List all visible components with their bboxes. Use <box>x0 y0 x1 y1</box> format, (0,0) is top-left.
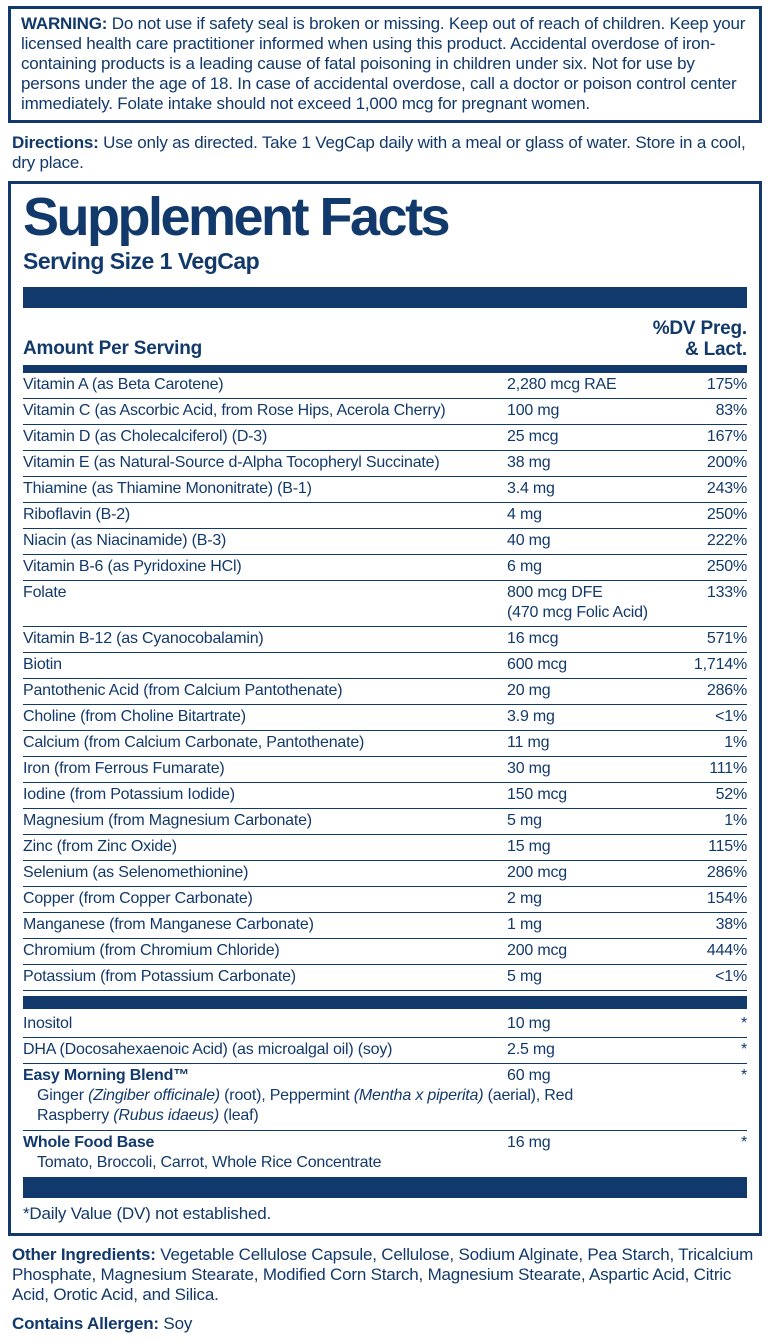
amount-per-serving-header: Amount Per Serving <box>23 338 203 359</box>
table-row <box>23 835 747 861</box>
ingredient-dv: 83% <box>715 402 747 419</box>
ingredient-dv: 154% <box>706 890 747 907</box>
ingredient-amount: 11 mg <box>507 734 550 751</box>
other-ingredients-text: Vegetable Cellulose Capsule, Cellulose, Sodium Alginate, Pea Starch, Tricalcium Phosphate, Magnesium Stearate, Modified Corn Starch, Magnesium Stearate, Aspartic Acid, Citric Acid, Orotic Acid, and Silica. <box>12 1245 754 1304</box>
ingredient-dv: 286% <box>706 682 747 699</box>
table-row <box>23 679 747 705</box>
directions-label: Directions: <box>12 133 99 152</box>
ingredient-amount: 4 mg <box>507 506 542 523</box>
table-row <box>23 965 747 991</box>
ingredient-amount-line2: (470 mcg Folic Acid) <box>507 604 648 621</box>
table-row <box>23 451 747 477</box>
table-row <box>23 757 747 783</box>
divider-bar-section <box>23 996 747 1009</box>
ingredient-name: Vitamin C (as Ascorbic Acid, from Rose Hips, Acerola Cherry) <box>23 402 446 419</box>
divider-bar-bottom <box>23 1177 747 1198</box>
ingredient-amount: 5 mg <box>507 812 542 829</box>
dv-footnote: *Daily Value (DV) not established. <box>23 1204 272 1223</box>
ingredient-name: Calcium (from Calcium Carbonate, Pantothenate) <box>23 734 365 751</box>
ingredient-dv: <1% <box>715 968 747 985</box>
ingredient-dv: <1% <box>715 708 747 725</box>
divider-bar-header <box>23 365 747 373</box>
table-row <box>23 581 747 627</box>
ingredient-dv: 38% <box>715 916 747 933</box>
ingredient-amount: 800 mcg DFE (470 mcg Folic Acid) <box>507 583 675 623</box>
ingredient-name: Vitamin B-6 (as Pyridoxine HCl) <box>23 558 242 575</box>
table-row <box>23 731 747 757</box>
directions-paragraph <box>12 133 758 173</box>
ingredient-dv: 286% <box>706 864 747 881</box>
ingredient-dv: 52% <box>715 786 747 803</box>
table-row <box>23 425 747 451</box>
ingredient-amount: 600 mcg <box>507 656 567 673</box>
ingredient-dv: * <box>740 1041 747 1058</box>
table-row <box>23 913 747 939</box>
warning-text: Do not use if safety seal is broken or missing. Keep out of reach of children. Keep your licensed health care practitioner informed when using this product. Accidental overdose of iron-containing products is a leading cause of fatal poisoning in children under six. Not for use by persons under the age of 18. In case of accidental overdose, call a doctor or poison control center immediately. Folate intake should not exceed 1,000 mcg for pregnant women. <box>21 14 746 113</box>
ingredient-name: Inositol <box>23 1015 73 1032</box>
ingredient-name: Choline (from Choline Bitartrate) <box>23 708 246 725</box>
ingredient-dv: 243% <box>706 480 747 497</box>
ingredient-name: Pantothenic Acid (from Calcium Pantothenate) <box>23 682 343 699</box>
contains-allergen <box>8 1305 762 1334</box>
ingredient-amount: 16 mg <box>507 1134 551 1151</box>
ingredient-amount: 40 mg <box>507 532 551 549</box>
ingredient-name: Vitamin B-12 (as Cyanocobalamin) <box>23 630 264 647</box>
table-row <box>23 705 747 731</box>
ingredient-dv: 115% <box>708 838 747 855</box>
ingredient-amount: 2 mg <box>507 890 542 907</box>
ingredient-dv: 1,714% <box>693 656 747 673</box>
ingredient-dv: 444% <box>706 942 747 959</box>
ingredient-amount: 38 mg <box>507 454 551 471</box>
ingredient-name: Folate <box>23 584 67 601</box>
ingredient-name: Thiamine (as Thiamine Mononitrate) (B-1) <box>23 480 312 497</box>
dv-header-line2: & Lact. <box>685 339 747 360</box>
ingredient-amount: 150 mcg <box>507 786 567 803</box>
table-row <box>23 1064 747 1131</box>
ingredient-dv: * <box>740 1015 747 1032</box>
ingredient-dv: 250% <box>706 506 747 523</box>
table-row <box>23 1012 747 1038</box>
sub-ingredients: Tomato, Broccoli, Carrot, Whole Rice Concentrate <box>37 1154 382 1171</box>
ingredient-name: Zinc (from Zinc Oxide) <box>23 838 177 855</box>
ingredient-name: DHA (Docosahexaenoic Acid) (as microalgal oil) (soy) <box>23 1041 393 1058</box>
panel-title: Supplement Facts <box>23 187 449 247</box>
table-row <box>23 399 747 425</box>
table-row <box>23 887 747 913</box>
ingredient-dv: 111% <box>709 760 747 777</box>
table-row <box>23 477 747 503</box>
table-row <box>23 783 747 809</box>
ingredient-amount: 200 mcg <box>507 942 567 959</box>
table-row <box>23 861 747 887</box>
ingredient-name: Copper (from Copper Carbonate) <box>23 890 253 907</box>
warning-box <box>8 6 762 123</box>
ingredient-dv: 1% <box>724 734 747 751</box>
ingredient-name: Iodine (from Potassium Iodide) <box>23 786 235 803</box>
ingredient-amount: 100 mg <box>507 402 560 419</box>
ingredient-dv: 250% <box>706 558 747 575</box>
table-row <box>23 627 747 653</box>
directions-text: Use only as directed. Take 1 VegCap daily with a meal or glass of water. Store in a cool, dry place. <box>12 133 746 172</box>
ingredient-amount: 10 mg <box>507 1015 551 1032</box>
dv-header <box>653 318 747 360</box>
ingredient-name: Easy Morning Blend™ <box>23 1067 189 1084</box>
ingredient-amount: 60 mg <box>507 1067 551 1084</box>
ingredient-amount: 5 mg <box>507 968 542 985</box>
dv-header-line1: %DV Preg. <box>652 318 747 339</box>
contains-allergen-text: Soy <box>158 1314 193 1333</box>
supplement-table <box>23 373 747 1177</box>
warning-paragraph <box>21 14 749 114</box>
ingredient-name: Iron (from Ferrous Fumarate) <box>23 760 225 777</box>
table-row <box>23 1038 747 1064</box>
ingredient-amount: 16 mcg <box>507 630 559 647</box>
sub-ingredients: Ginger (Zingiber officinale) (root), Peppermint (Mentha x piperita) (aerial), Red Raspberry (Rubus idaeus) (leaf) <box>37 1087 574 1124</box>
ingredient-name: Vitamin E (as Natural-Source d-Alpha Tocopheryl Succinate) <box>23 454 440 471</box>
supplement-facts-panel <box>8 181 762 1236</box>
ingredient-name: Chromium (from Chromium Chloride) <box>23 942 280 959</box>
ingredient-name: Niacin (as Niacinamide) (B-3) <box>23 532 227 549</box>
ingredient-name: Riboflavin (B-2) <box>23 506 131 523</box>
table-row <box>23 529 747 555</box>
ingredient-name: Magnesium (from Magnesium Carbonate) <box>23 812 312 829</box>
serving-size: Serving Size 1 VegCap <box>23 248 260 274</box>
table-row <box>23 503 747 529</box>
ingredient-amount: 6 mg <box>507 558 542 575</box>
ingredient-amount: 3.9 mg <box>507 708 555 725</box>
ingredient-amount: 30 mg <box>507 760 551 777</box>
table-row <box>23 939 747 965</box>
ingredient-name: Manganese (from Manganese Carbonate) <box>23 916 314 933</box>
other-ingredients <box>8 1236 762 1305</box>
ingredient-dv: * <box>740 1067 747 1084</box>
divider-bar-top <box>23 287 747 308</box>
ingredient-dv: 133% <box>706 584 747 601</box>
ingredient-name: Vitamin A (as Beta Carotene) <box>23 376 224 393</box>
table-header <box>23 308 747 365</box>
ingredient-dv: 1% <box>724 812 747 829</box>
directions-section <box>8 128 762 181</box>
ingredient-dv: 571% <box>706 630 747 647</box>
ingredient-amount: 2.5 mg <box>507 1041 555 1058</box>
ingredient-name: Vitamin D (as Cholecalciferol) (D-3) <box>23 428 268 445</box>
ingredient-amount: 25 mcg <box>507 428 559 445</box>
contains-allergen-label: Contains Allergen: <box>12 1314 159 1333</box>
ingredient-dv: 200% <box>706 454 747 471</box>
ingredient-amount: 200 mcg <box>507 864 567 881</box>
ingredient-amount: 1 mg <box>507 916 542 933</box>
table-row <box>23 809 747 835</box>
ingredient-amount: 15 mg <box>507 838 551 855</box>
ingredient-name: Biotin <box>23 656 62 673</box>
ingredient-name: Whole Food Base <box>23 1134 155 1151</box>
table-row <box>23 373 747 399</box>
ingredient-dv: 167% <box>706 428 747 445</box>
ingredient-name: Selenium (as Selenomethionine) <box>23 864 249 881</box>
ingredient-amount: 20 mg <box>507 682 551 699</box>
ingredient-dv: 175% <box>706 376 747 393</box>
ingredient-dv: * <box>740 1134 747 1151</box>
table-row <box>23 555 747 581</box>
other-ingredients-label: Other Ingredients: <box>12 1245 156 1264</box>
table-row <box>23 1131 747 1177</box>
ingredient-name: Potassium (from Potassium Carbonate) <box>23 968 296 985</box>
ingredient-amount: 3.4 mg <box>507 480 555 497</box>
ingredient-dv: 222% <box>706 532 747 549</box>
table-row <box>23 653 747 679</box>
warning-label: WARNING: <box>21 14 108 33</box>
ingredient-amount: 2,280 mcg RAE <box>507 376 617 393</box>
